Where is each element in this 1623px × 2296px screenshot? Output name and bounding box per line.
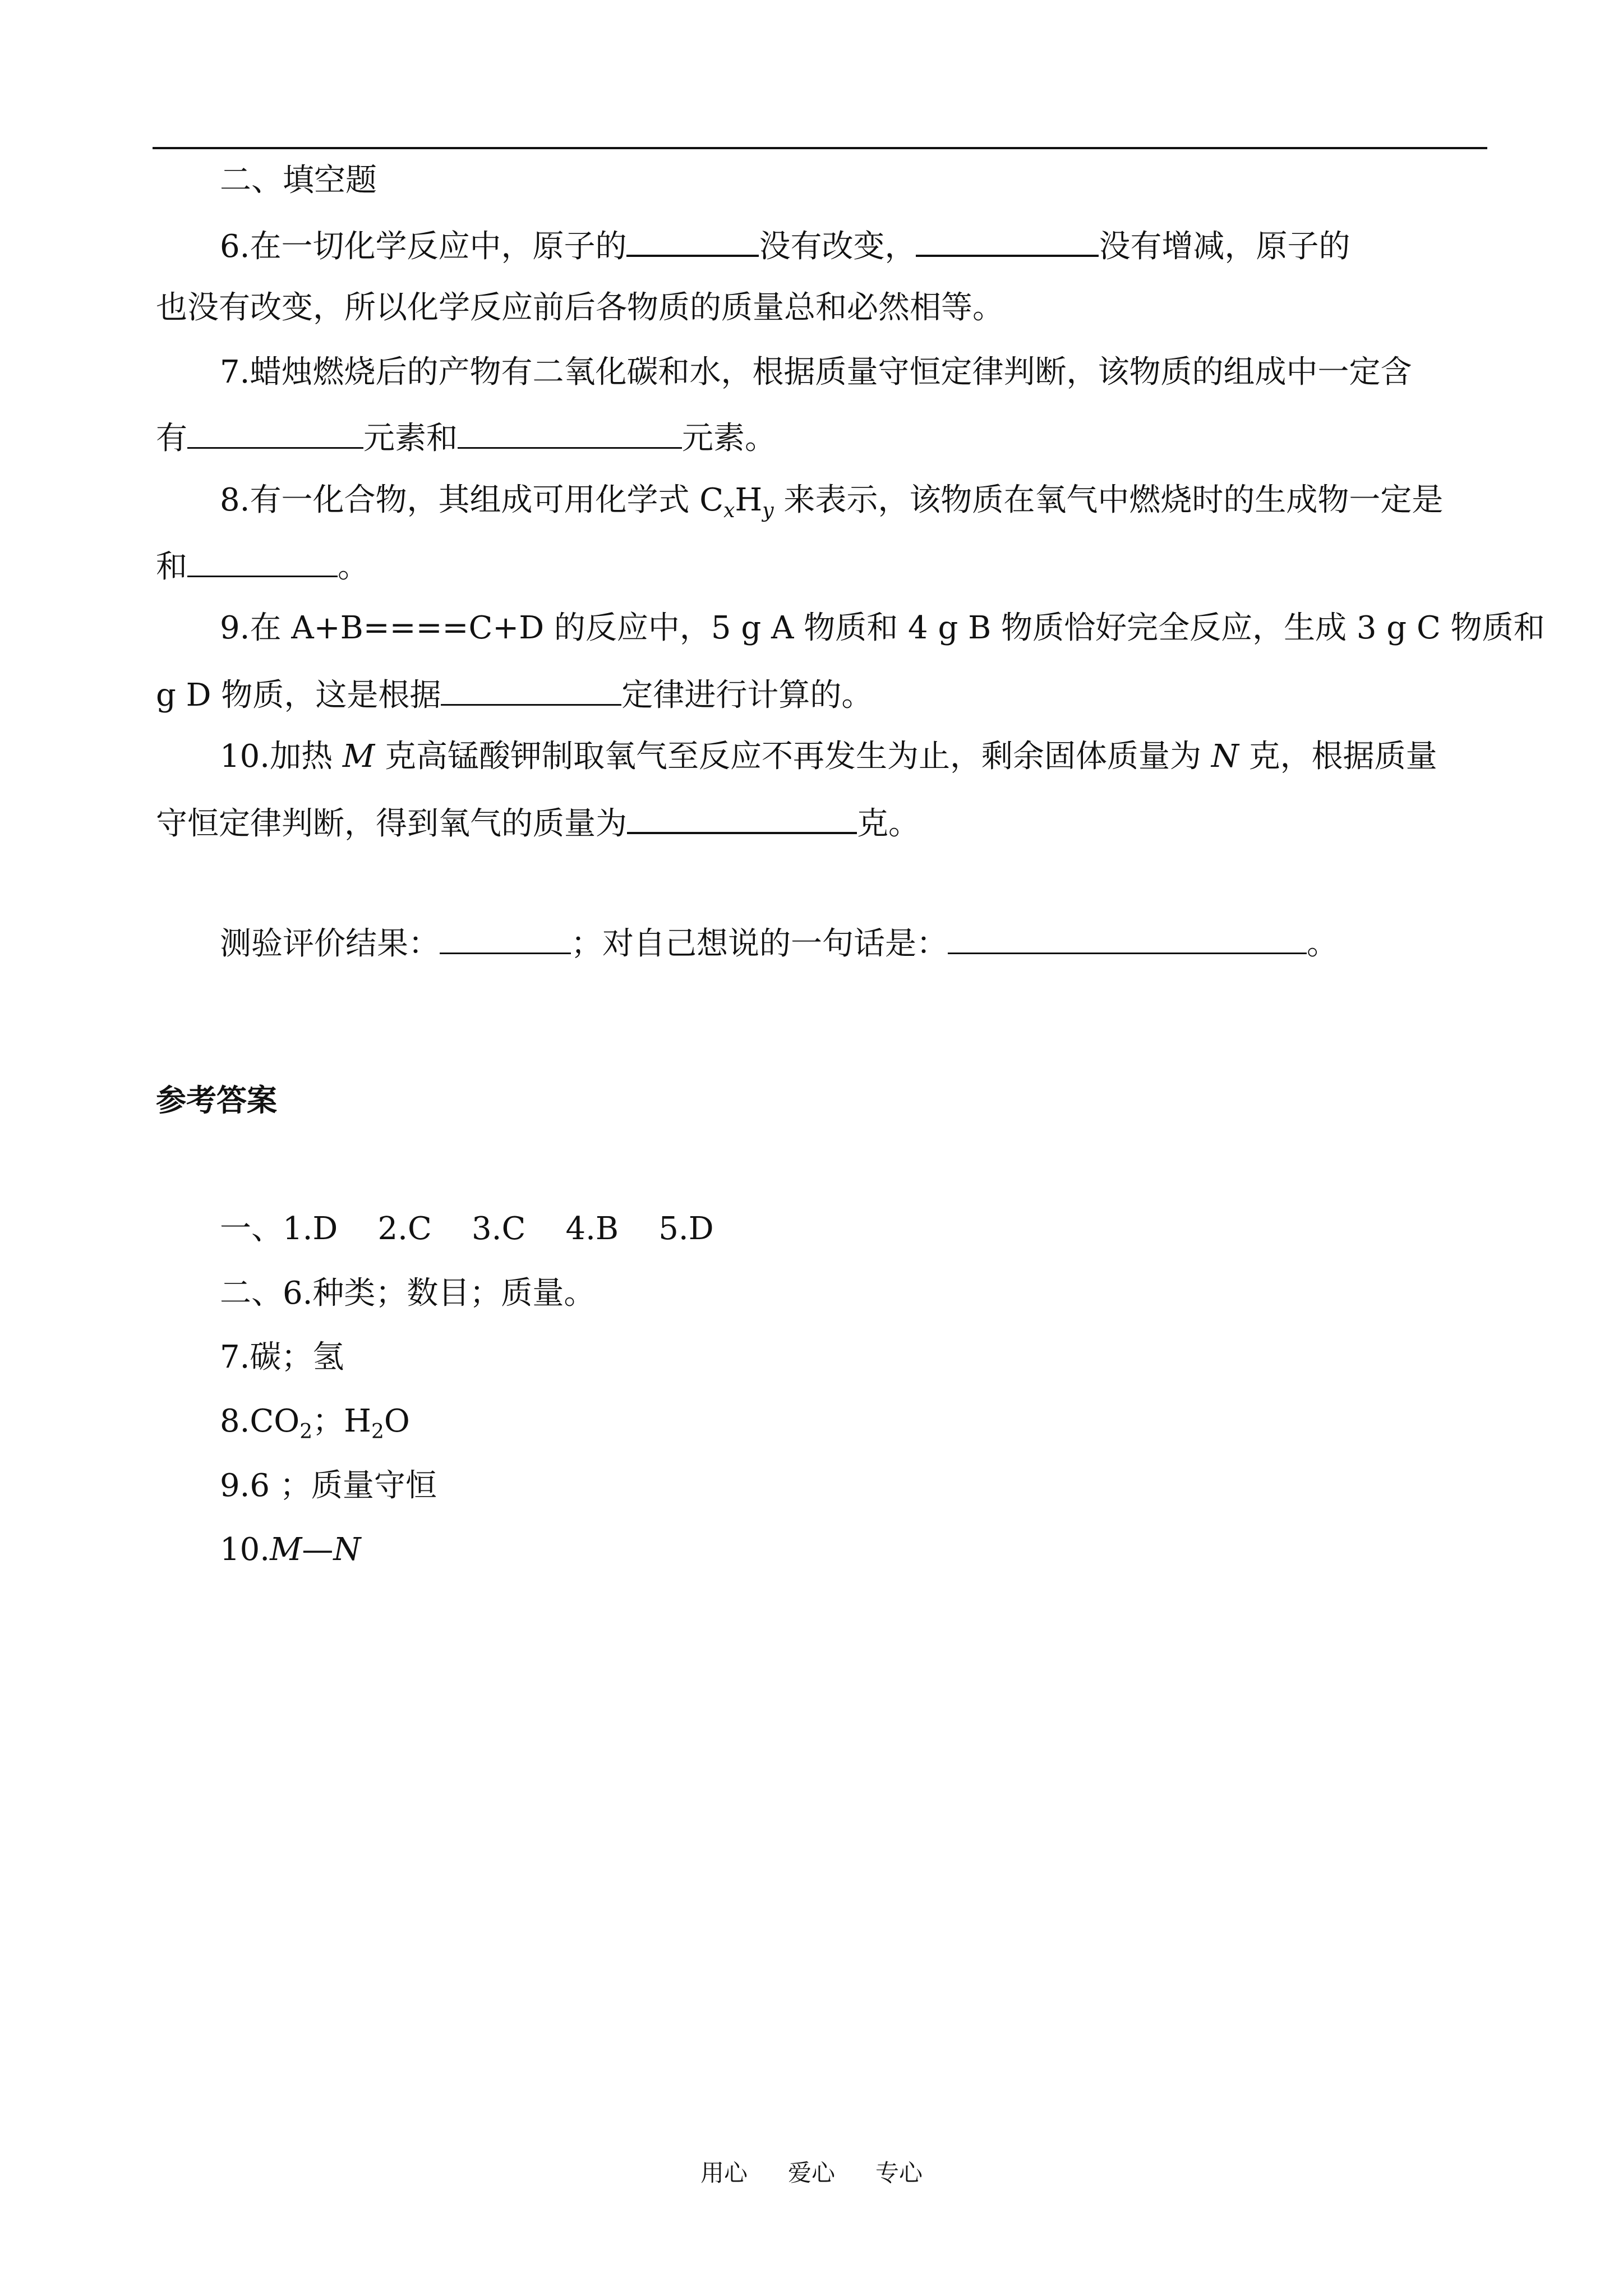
- self-comment-blank[interactable]: [948, 921, 1307, 954]
- answer-fill-9: 9.6 ；质量守恒: [220, 1467, 437, 1504]
- question-6-line-1: 6.在一切化学反应中，原子的 没有改变， 没有增减，原子的: [220, 223, 1350, 267]
- question-8-line-1: 8.有一化合物，其组成可用化学式 $C_xH_y$ 来表示，该物质在氧气中燃烧时的生成物一定是: [220, 482, 1444, 522]
- question-9-line-1: 9.在 A+B====C+D 的反应中，5 g A 物质和 4 g B 物质恰好完全反应，生成 3 g C 物质和: [220, 610, 1545, 646]
- blank-6a[interactable]: [626, 223, 759, 257]
- answer-fill-6: 二、6.种类；数目；质量。: [220, 1275, 596, 1312]
- question-6-line-2: 也没有改变，所以化学反应前后各物质的质量总和必然相等。: [156, 289, 1004, 326]
- section-heading-fill: 二、填空题: [220, 162, 377, 199]
- footer-text-2: 爱心: [787, 2159, 835, 2187]
- question-7-line-1: 7.蜡烛燃烧后的产物有二氧化碳和水，根据质量守恒定律判断，该物质的组成中一定含: [220, 354, 1412, 390]
- blank-7b[interactable]: [458, 416, 682, 449]
- footer-text-3: 专心: [875, 2159, 923, 2187]
- question-10-line-1: 10.加热 M 克高锰酸钾制取氧气至反应不再发生为止，剩余固体质量为 N 克，根据质量: [220, 738, 1437, 775]
- question-10-line-2: 守恒定律判断，得到氧气的质量为 克。: [156, 800, 920, 844]
- answer-fill-8: $8.CO_2$；$H_2O$: [220, 1403, 410, 1443]
- question-9-line-2: g D 物质，这是根据 定律进行计算的。: [156, 673, 873, 716]
- blank-9[interactable]: [441, 673, 621, 706]
- evaluation-line: 测验评价结果： ；对自己想说的一句话是： 。: [220, 921, 1338, 964]
- blank-10[interactable]: [627, 800, 857, 834]
- blank-7a[interactable]: [187, 416, 363, 449]
- page-footer: [0, 2157, 1623, 2189]
- footer-text-1: 用心: [700, 2159, 748, 2187]
- blank-8[interactable]: [187, 544, 338, 577]
- evaluation-result-blank[interactable]: [440, 921, 571, 954]
- answer-fill-10: 10.M—N: [220, 1531, 361, 1568]
- question-8-line-2: 和 。: [156, 544, 369, 587]
- blank-6b[interactable]: [916, 223, 1099, 257]
- header-rule: [153, 147, 1487, 149]
- answer-fill-7: 7.碳；氢: [220, 1339, 344, 1375]
- answers-heading: 参考答案: [156, 1083, 277, 1118]
- answer-choice: 一、1.D 2.C 3.C 4.B 5.D: [220, 1211, 714, 1247]
- question-7-line-2: 有 元素和 元素。: [156, 416, 776, 459]
